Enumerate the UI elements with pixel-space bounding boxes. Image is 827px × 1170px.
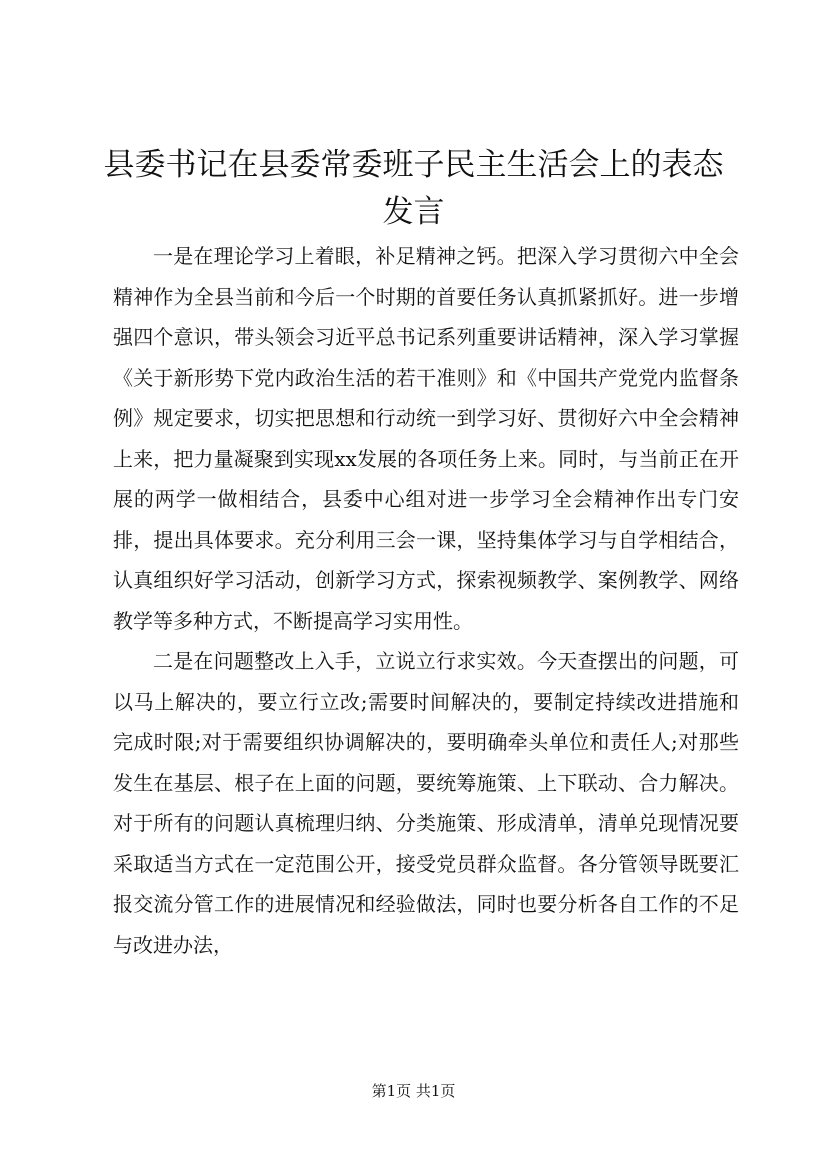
paragraph-1: 一是在理论学习上着眼，补足精神之钙。把深入学习贯彻六中全会精神作为全县当前和今后一个时期的首要任务认真抓紧抓好。进一步增强四个意识，带头领会习近平总书记系列重要讲话精神，深入学习掌握《关于新形势下党内政治生活的若干准则》和《中国共产党党内监督条例》规定要求，切实把思想和行动统一到学习好、贯彻好六中全会精神上来，把力量凝聚到实现xx发展的各项任务上来。同时，与当前正在开展的两学一做相结合，县委中心组对进一步学习全会精神作出专门安排，提出具体要求。充分利用三会一课，坚持集体学习与自学相结合，认真组织好学习活动，创新学习方式，探索视频教学、案例教学、网络教学等多种方式，不断提高学习实用性。: [113, 244, 739, 633]
paragraph-2: 二是在问题整改上入手，立说立行求实效。今天查摆出的问题，可以马上解决的，要立行立改;需要时间解决的，要制定持续改进措施和完成时限;对于需要组织协调解决的，要明确牵头单位和责任人;对那些发生在基层、根子在上面的问题，要统筹施策、上下联动、合力解决。对于所有的问题认真梳理归纳、分类施策、形成清单，清单兑现情况要采取适当方式在一定范围公开，接受党员群众监督。各分管领导既要汇报交流分管工作的进展情况和经验做法，同时也要分析各自工作的不足与改进办法，: [113, 649, 739, 957]
page-footer: 第1页 共1页: [371, 1082, 456, 1100]
document-title: [100, 142, 727, 236]
document-body: [113, 236, 739, 965]
title-line-1: 县委书记在县委常委班子民主生活会上的表态: [103, 147, 724, 183]
title-line-2: 发言: [382, 194, 445, 230]
